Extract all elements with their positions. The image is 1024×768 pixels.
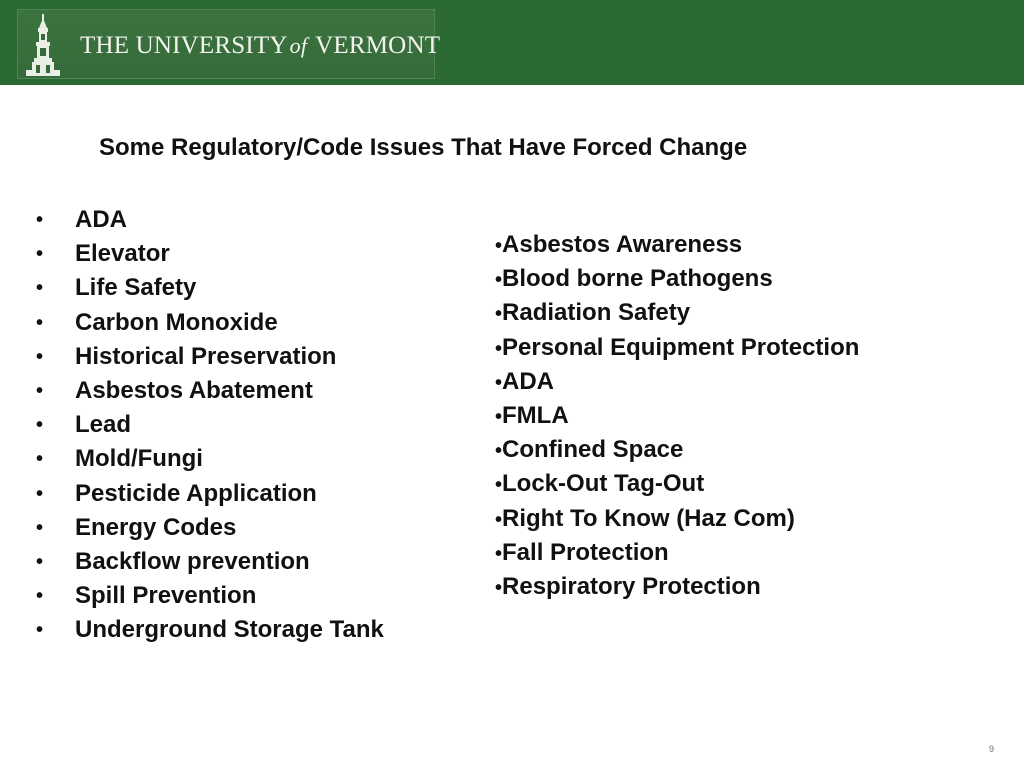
list-item <box>32 613 384 647</box>
bullet-marker: • <box>36 243 44 266</box>
list-item-text: Pesticide Application <box>75 479 317 507</box>
list-item <box>495 433 859 467</box>
list-item <box>32 442 384 476</box>
list-item-text: Historical Preservation <box>75 342 337 370</box>
list-item <box>495 331 859 365</box>
bullet-marker: • <box>36 414 44 437</box>
list-item-text: Underground Storage Tank <box>75 616 384 644</box>
bullet-marker: • <box>495 542 503 565</box>
left-bullet-list <box>32 203 384 647</box>
bullet-marker: • <box>495 371 503 394</box>
list-item-text: Backflow prevention <box>75 547 310 575</box>
list-item-text: Energy Codes <box>75 513 237 541</box>
list-item-text: FMLA <box>502 401 569 429</box>
bullet-marker: • <box>36 311 44 334</box>
page-number: 9 <box>988 744 994 754</box>
list-item-text: Lock-Out Tag-Out <box>502 470 705 498</box>
bullet-marker: • <box>36 482 44 505</box>
list-item-text: Confined Space <box>502 436 684 464</box>
list-item <box>32 545 384 579</box>
list-item <box>32 579 384 613</box>
list-item <box>495 228 859 262</box>
list-item-text: Elevator <box>75 240 170 268</box>
list-item <box>495 262 859 296</box>
list-item-text: Fall Protection <box>502 538 669 566</box>
list-item-text: Personal Equipment Protection <box>502 333 860 361</box>
university-wordmark <box>80 32 440 60</box>
wordmark-of: of <box>289 33 308 58</box>
list-item <box>32 408 384 442</box>
list-item-text: Spill Prevention <box>75 582 257 610</box>
bullet-marker: • <box>36 448 44 471</box>
list-item-text: Right To Know (Haz Com) <box>502 504 795 532</box>
list-item-text: Mold/Fungi <box>75 445 203 473</box>
list-item <box>32 306 384 340</box>
list-item <box>495 399 859 433</box>
list-item <box>32 340 384 374</box>
list-item-text: Asbestos Awareness <box>502 231 743 258</box>
list-item-text: Asbestos Abatement <box>75 376 313 404</box>
bullet-marker: • <box>36 516 44 539</box>
list-item-text: ADA <box>75 206 127 233</box>
list-item-text: Carbon Monoxide <box>75 308 278 336</box>
bullet-marker: • <box>495 440 503 463</box>
bullet-marker: • <box>36 277 44 300</box>
list-item-text: ADA <box>502 367 555 395</box>
list-item <box>495 467 859 501</box>
bullet-marker: • <box>36 550 44 573</box>
list-item <box>495 502 859 536</box>
list-item <box>32 374 384 408</box>
list-item-text: Radiation Safety <box>502 299 691 327</box>
bullet-marker: • <box>495 508 503 531</box>
bullet-marker: • <box>36 619 44 642</box>
list-item-text: Life Safety <box>75 274 197 302</box>
university-logo[interactable] <box>17 9 441 79</box>
bullet-marker: • <box>495 337 503 360</box>
wordmark-main: THE UNIVERSITY <box>80 32 288 59</box>
list-item-text: Blood borne Pathogens <box>502 265 773 293</box>
slide-title: Some Regulatory/Code Issues That Have Forced Change <box>99 134 748 161</box>
list-item-text: Lead <box>75 411 132 439</box>
bullet-marker: • <box>495 269 503 292</box>
list-item <box>32 203 384 237</box>
bullet-marker: • <box>36 209 44 231</box>
list-item <box>32 511 384 545</box>
bullet-marker: • <box>36 585 44 608</box>
bullet-marker: • <box>495 474 503 497</box>
bullet-marker: • <box>495 303 503 326</box>
list-item <box>32 271 384 305</box>
right-bullet-list <box>495 228 859 604</box>
bullet-marker: • <box>495 405 503 428</box>
bullet-marker: • <box>495 576 503 599</box>
bullet-marker: • <box>36 345 44 368</box>
wordmark-end: VERMONT <box>315 32 441 59</box>
list-item <box>495 536 859 570</box>
bullet-marker: • <box>36 379 44 402</box>
list-item <box>495 296 859 330</box>
list-item <box>495 365 859 399</box>
bullet-marker: • <box>495 235 503 257</box>
list-item <box>32 477 384 511</box>
header-band <box>0 0 1024 85</box>
list-item <box>495 570 859 604</box>
list-item-text: Respiratory Protection <box>502 572 761 600</box>
list-item <box>32 237 384 271</box>
clock-tower-icon <box>24 14 62 76</box>
